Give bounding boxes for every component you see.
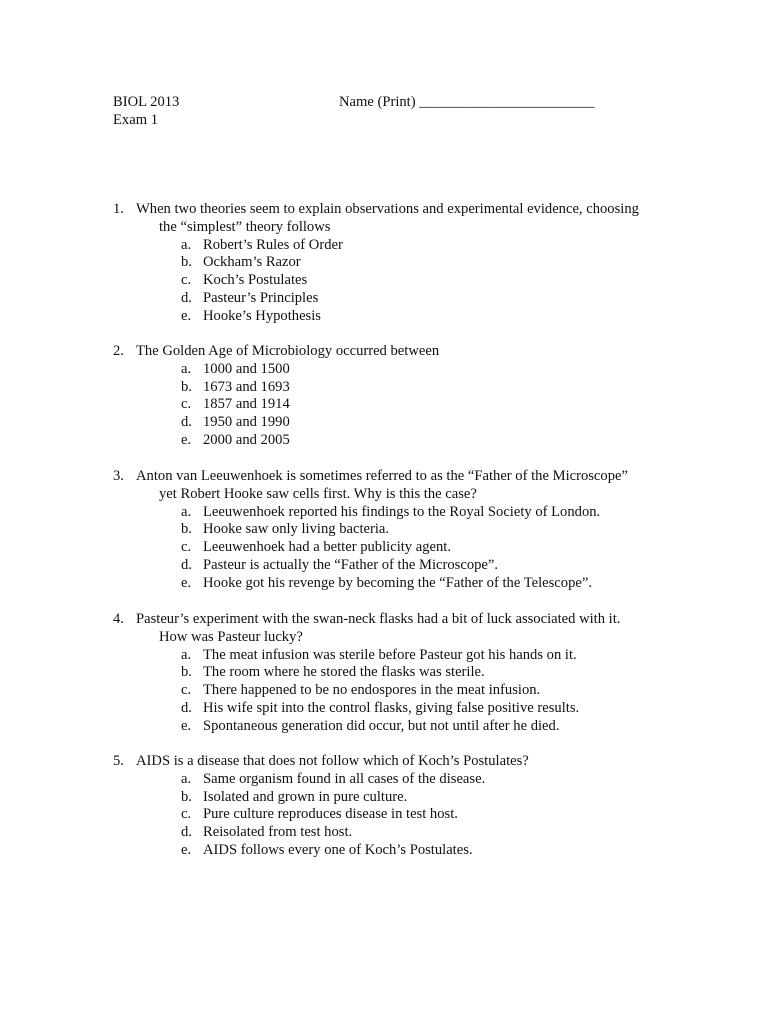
answer-option-a: [113, 237, 673, 255]
answer-option-e: [113, 575, 673, 593]
answer-option-e: [113, 718, 673, 736]
option-text: 2000 and 2005: [203, 431, 290, 448]
question-1: [113, 201, 673, 326]
question-text-continued: the “simplest” theory follows: [159, 218, 331, 235]
option-letter: a.: [181, 770, 192, 787]
answer-option-d: [113, 557, 673, 575]
option-text: Isolated and grown in pure culture.: [203, 788, 408, 805]
option-letter: b.: [181, 788, 192, 805]
question-5: [113, 753, 673, 860]
option-letter: b.: [181, 664, 192, 681]
answer-option-b: [113, 521, 673, 539]
option-letter: d.: [181, 414, 192, 431]
question-2: [113, 343, 673, 450]
question-number: 2.: [113, 343, 124, 359]
option-text: Hooke got his revenge by becoming the “Father of the Telescope”.: [203, 574, 592, 591]
answer-option-d: [113, 414, 673, 432]
question-text: Pasteur’s experiment with the swan-neck flasks had a bit of luck associated with it.: [136, 611, 621, 627]
option-text: Pure culture reproduces disease in test host.: [203, 806, 458, 823]
option-letter: d.: [181, 289, 192, 306]
option-letter: e.: [181, 717, 192, 734]
answer-option-e: [113, 842, 673, 860]
option-letter: d.: [181, 824, 192, 841]
option-letter: e.: [181, 307, 192, 324]
option-text: Spontaneous generation did occur, but not until after he died.: [203, 717, 560, 734]
answer-option-b: [113, 254, 673, 272]
answer-option-c: [113, 539, 673, 557]
answer-option-d: [113, 824, 673, 842]
option-text: 1673 and 1693: [203, 378, 290, 395]
option-letter: c.: [181, 272, 192, 289]
question-text: The Golden Age of Microbiology occurred between: [136, 343, 440, 359]
answer-option-b: [113, 789, 673, 807]
option-letter: e.: [181, 574, 192, 591]
answer-option-c: [113, 272, 673, 290]
option-text: Ockham’s Razor: [203, 254, 301, 271]
question-4: [113, 611, 673, 736]
option-letter: c.: [181, 396, 192, 413]
exam-header: [113, 93, 179, 129]
question-number: 5.: [113, 753, 124, 769]
answer-option-a: [113, 504, 673, 522]
option-text: His wife spit into the control flasks, giving false positive results.: [203, 699, 580, 716]
option-letter: c.: [181, 539, 192, 556]
option-text: 1857 and 1914: [203, 396, 290, 413]
answer-option-a: [113, 771, 673, 789]
option-text: Koch’s Postulates: [203, 272, 308, 289]
option-letter: a.: [181, 503, 192, 520]
option-text: Pasteur’s Principles: [203, 289, 319, 306]
question-text-continued: yet Robert Hooke saw cells first. Why is this the case?: [159, 485, 477, 502]
option-text: 1950 and 1990: [203, 414, 290, 431]
option-text: AIDS follows every one of Koch’s Postulates.: [203, 841, 473, 858]
option-letter: a.: [181, 360, 192, 377]
question-text: Anton van Leeuwenhoek is sometimes referred to as the “Father of the Microscope”: [136, 468, 628, 484]
question-text: When two theories seem to explain observations and experimental evidence, choosing: [136, 201, 639, 217]
option-text: Leeuwenhoek reported his findings to the Royal Society of London.: [203, 503, 601, 520]
option-text: Hooke saw only living bacteria.: [203, 521, 390, 538]
answer-option-e: [113, 432, 673, 450]
option-letter: e.: [181, 841, 192, 858]
option-letter: b.: [181, 521, 192, 538]
option-letter: d.: [181, 556, 192, 573]
option-text: The meat infusion was sterile before Pasteur got his hands on it.: [203, 646, 577, 663]
option-text: Pasteur is actually the “Father of the Microscope”.: [203, 556, 499, 573]
exam-title: Exam 1: [113, 112, 158, 128]
question-number: 3.: [113, 468, 124, 484]
answer-option-c: [113, 396, 673, 414]
option-text: Reisolated from test host.: [203, 824, 353, 841]
option-text: Leeuwenhoek had a better publicity agent.: [203, 539, 451, 556]
question-number: 1.: [113, 201, 124, 217]
option-text: Same organism found in all cases of the disease.: [203, 770, 486, 787]
answer-option-b: [113, 379, 673, 397]
answer-option-a: [113, 361, 673, 379]
answer-option-b: [113, 664, 673, 682]
option-letter: a.: [181, 646, 192, 663]
name-print-field: Name (Print) ________________________: [339, 94, 595, 110]
option-text: There happened to be no endospores in the meat infusion.: [203, 682, 541, 699]
option-letter: c.: [181, 682, 192, 699]
option-letter: e.: [181, 431, 192, 448]
option-letter: c.: [181, 806, 192, 823]
answer-option-d: [113, 700, 673, 718]
question-number: 4.: [113, 611, 124, 627]
option-text: 1000 and 1500: [203, 360, 290, 377]
option-text: Hooke’s Hypothesis: [203, 307, 321, 324]
answer-option-c: [113, 682, 673, 700]
option-letter: b.: [181, 378, 192, 395]
answer-option-a: [113, 647, 673, 665]
question-text-continued: How was Pasteur lucky?: [159, 628, 303, 645]
option-text: Robert’s Rules of Order: [203, 236, 343, 253]
option-text: The room where he stored the flasks was sterile.: [203, 664, 485, 681]
question-text: AIDS is a disease that does not follow which of Koch’s Postulates?: [136, 753, 529, 769]
course-code: BIOL 2013: [113, 94, 180, 110]
answer-option-e: [113, 308, 673, 326]
question-3: [113, 468, 673, 593]
answer-option-c: [113, 806, 673, 824]
option-letter: a.: [181, 236, 192, 253]
answer-option-d: [113, 290, 673, 308]
option-letter: b.: [181, 254, 192, 271]
option-letter: d.: [181, 699, 192, 716]
